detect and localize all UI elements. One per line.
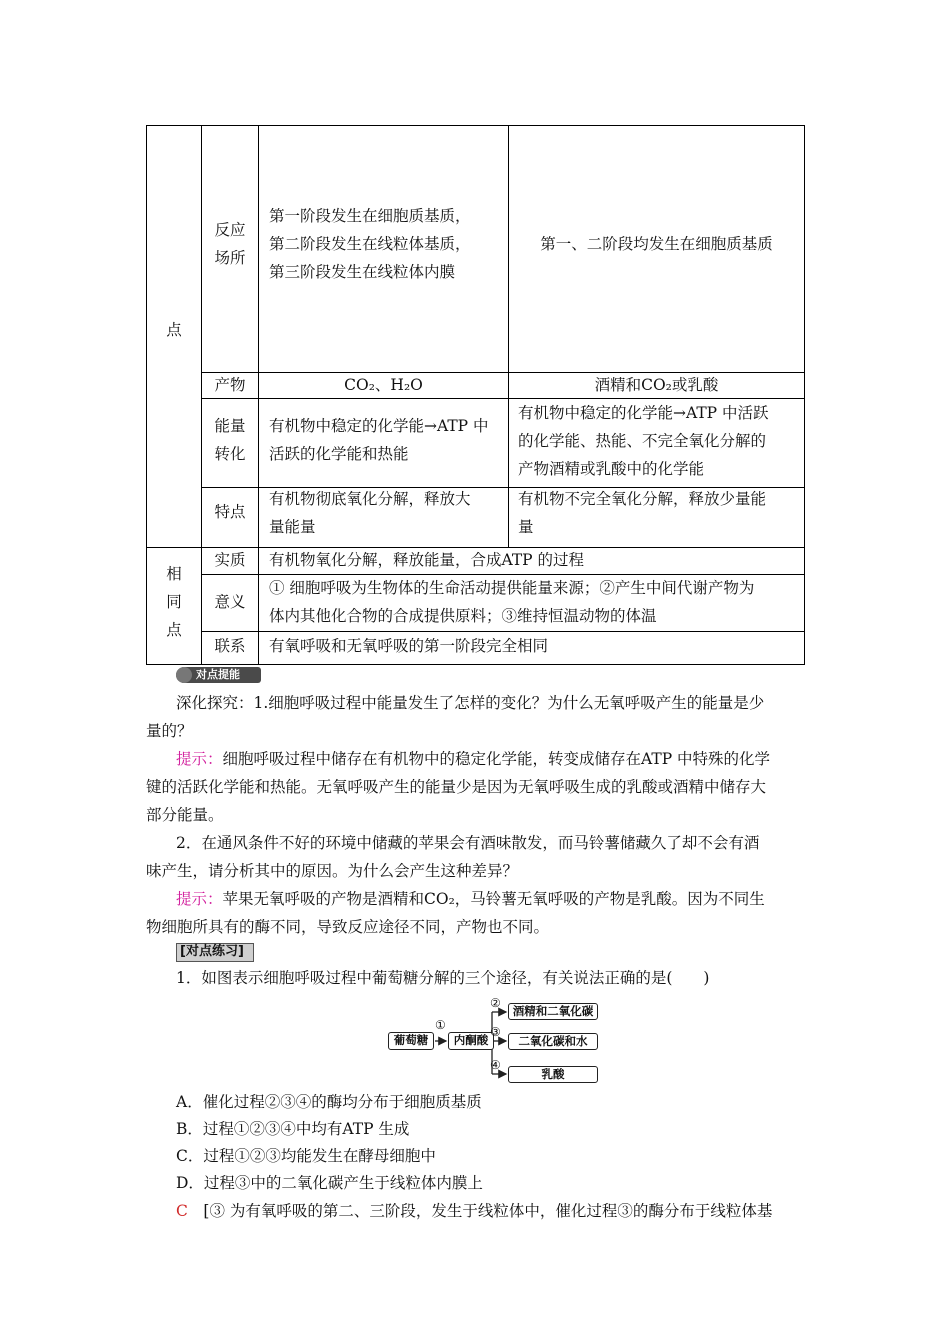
question-stem: 1．如图表示细胞呼吸过程中葡萄糖分解的三个途径，有关说法正确的是( ) [176,969,710,987]
relation-content: 有氧呼吸和无氧呼吸的第一阶段完全相同 [269,637,549,655]
row-label-site-1: 反应 [214,221,246,239]
aerobic-feature-line-2: 量能量 [269,518,316,536]
table-border-right [804,125,805,665]
aerobic-site-line-3: 第三阶段发生在线粒体内膜 [269,263,456,281]
anaerobic-energy-line-1: 有机物中稳定的化学能→ATP 中活跃 [518,404,769,422]
explore-q2-line-1: 2．在通风条件不好的环境中储藏的苹果会有酒味散发，而马铃薯储藏久了却不会有酒 [176,834,760,852]
row-label-site-2: 场所 [214,249,246,267]
aerobic-energy-line-1: 有机物中稳定的化学能→ATP 中 [269,417,489,435]
aerobic-site-line-2: 第二阶段发生在线粒体基质， [269,235,471,253]
option-b: B．过程①②③④中均有ATP 生成 [176,1120,410,1138]
row-label-relation: 联系 [214,637,246,655]
aerobic-product: CO₂、H₂O [344,376,423,394]
process-2-label: ② [490,996,501,1010]
glucose-box: 葡萄糖 [388,1032,434,1050]
table-border-top [146,125,805,126]
essence-content: 有机物氧化分解，释放能量，合成ATP 的过程 [269,551,585,569]
answer-line [176,1197,772,1225]
explore-a2-line-1: 提示：苹果无氧呼吸的产物是酒精和CO₂，马铃薯无氧呼吸的产物是乳酸。因为不同生 [176,890,765,908]
pencil-icon [176,667,192,683]
same-point-label-3: 点 [166,621,182,639]
anaerobic-energy-line-3: 产物酒精或乳酸中的化学能 [518,460,705,478]
answer-letter: C [176,1202,188,1220]
explore-q2-line-2: 味产生，请分析其中的原因。为什么会产生这种差异？ [146,862,519,880]
aerobic-site-line-1: 第一阶段发生在细胞质基质， [269,207,471,225]
table-divider [508,125,509,547]
alcohol-co2-box: 酒精和二氧化碳 [508,1003,598,1020]
same-point-label-2: 同 [166,593,182,611]
row-label-energy-2: 转化 [214,445,246,463]
option-c: C．过程①②③均能发生在酵母细胞中 [176,1147,436,1165]
pyruvate-box: 内酮酸 [448,1032,494,1050]
anaerobic-product: 酒精和CO₂或乳酸 [594,376,719,394]
lactic-acid-box: 乳酸 [508,1066,598,1083]
process-4-label: ④ [490,1058,501,1072]
answer-text: [③ 为有氧呼吸的第二、三阶段，发生于线粒体中，催化过程③的酶分布于线粒体基 [203,1202,773,1220]
row-label-energy-1: 能量 [214,417,246,435]
aerobic-energy-line-2: 活跃的化学能和热能 [269,445,409,463]
explore-a2-line-2: 物细胞所具有的酶不同，导致反应途径不同，产物也不同。 [146,918,550,936]
anaerobic-feature-line-2: 量 [518,518,534,536]
option-d: D．过程③中的二氧化碳产生于线粒体内膜上 [176,1174,483,1192]
practice-label: [对点练习] [180,944,244,959]
anaerobic-site: 第一、二阶段均发生在细胞质基质 [540,235,773,253]
row-label-meaning: 意义 [214,593,246,611]
explore-a1-line-1: 提示：细胞呼吸过程中储存在有机物中的稳定化学能，转变成储存在ATP 中特殊的化学 [176,750,771,768]
aerobic-feature-line-1: 有机物彻底氧化分解，释放大 [269,490,471,508]
anaerobic-feature-line-1: 有机物不完全氧化分解，释放少量能 [518,490,767,508]
process-3-label: ③ [490,1025,501,1039]
tip-label: 提示： [176,750,223,768]
diff-point-label: 点 [166,321,182,339]
row-label-essence: 实质 [214,551,246,569]
tip-label-2: 提示： [176,890,223,908]
process-1-label: ① [435,1018,446,1032]
meaning-content-line-2: 体内其他化合物的合成提供原料；③维持恒温动物的体温 [269,607,657,625]
same-point-label-1: 相 [166,565,182,583]
option-a: A．催化过程②③④的酶均分布于细胞质基质 [176,1093,482,1111]
explore-a1-line-3: 部分能量。 [146,806,224,824]
meaning-content-line-1: ① 细胞呼吸为生物体的生命活动提供能量来源；②产生中间代谢产物为 [269,579,755,597]
explore-a1-line-2: 键的活跃化学能和热能。无氧呼吸产生的能量少是因为无氧呼吸生成的乳酸或酒精中储存大 [146,778,767,796]
section-badge-label: 对点提能 [196,668,240,681]
explore-q1-line-1: 深化探究：1.细胞呼吸过程中能量发生了怎样的变化？为什么无氧呼吸产生的能量是少 [176,694,765,712]
row-label-feature: 特点 [214,503,246,521]
co2-water-box: 二氧化碳和水 [508,1033,598,1050]
anaerobic-energy-line-2: 的化学能、热能、不完全氧化分解的 [518,432,767,450]
table-border-bottom [146,664,805,665]
explore-q1-line-2: 量的？ [146,722,193,740]
row-label-product: 产物 [214,376,246,394]
